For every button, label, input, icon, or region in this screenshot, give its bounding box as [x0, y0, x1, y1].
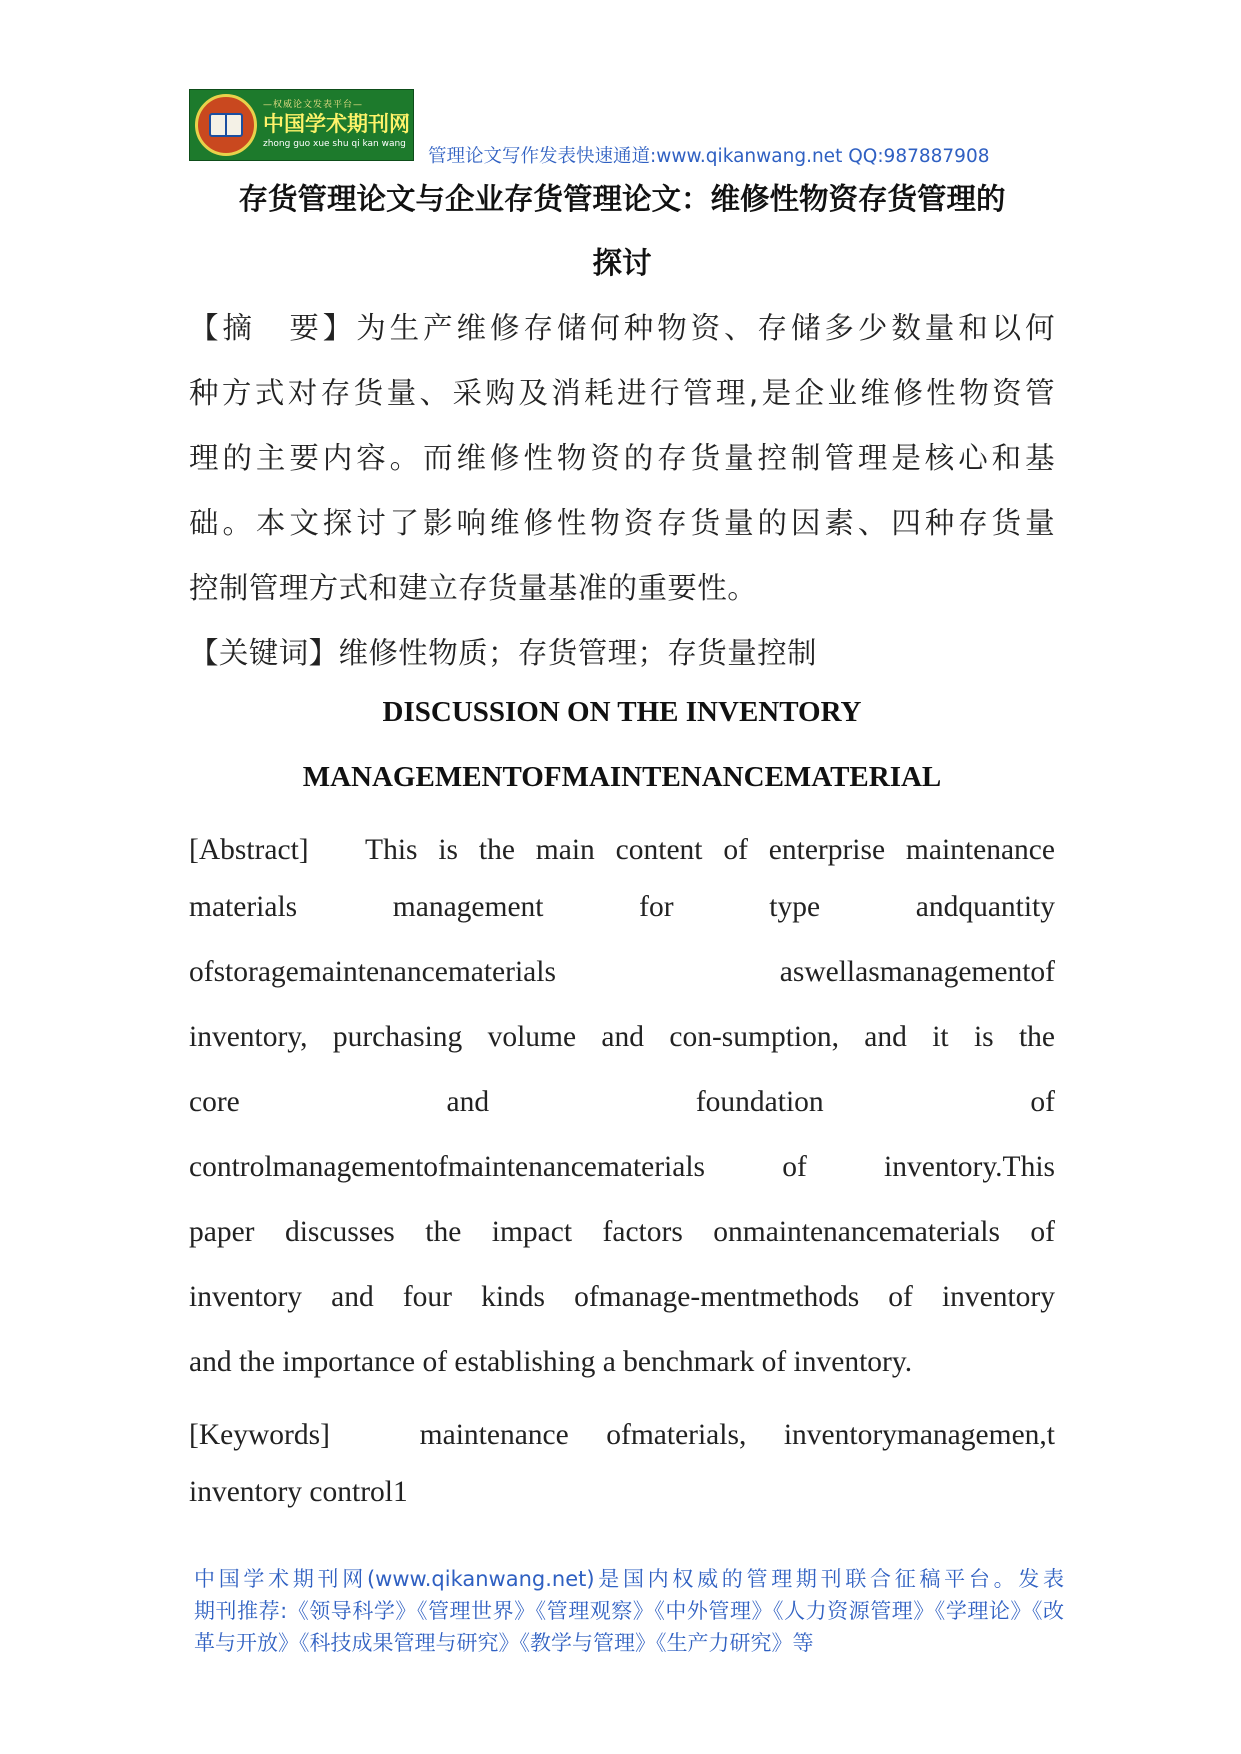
keywords-en-line2: inventory control1	[189, 1476, 408, 1508]
abstract-en-line: core and foundation of	[189, 1086, 1055, 1118]
keywords-en-line1: [Keywords] maintenance ofmaterials, inventorymanagemen,t	[189, 1419, 1055, 1451]
abstract-cn-line: 种方式对存货量、采购及消耗进行管理,是企业维修性物资管	[189, 376, 1055, 410]
logo-name: 中国学术期刊网	[263, 112, 410, 136]
abstract-en-line: inventory, purchasing volume and con-sumption, and it is the	[189, 1021, 1055, 1053]
abstract-en-line: controlmanagementofmaintenancematerials of inventory.This	[189, 1151, 1055, 1183]
footer-line: 期刊推荐:《领导科学》《管理世界》《管理观察》《中外管理》《人力资源管理》《学理论》《改	[194, 1599, 1064, 1623]
header-link[interactable]: 管理论文写作发表快速通道:www.qikanwang.net QQ:987887908	[428, 146, 990, 167]
abstract-cn-line: 控制管理方式和建立存货量基准的重要性。	[189, 571, 758, 605]
abstract-en-line: and the importance of establishing a benchmark of inventory.	[189, 1346, 913, 1378]
keywords-cn: 【关键词】维修性物质；存货管理；存货量控制	[189, 636, 817, 670]
page-title-line2: 探讨	[592, 246, 652, 280]
abstract-en-line: ofstoragemaintenancematerials aswellasmanagementof	[189, 956, 1055, 988]
abstract-en-line: [Abstract] This is the main content of enterprise maintenance	[189, 834, 1055, 866]
abstract-en-line: paper discusses the impact factors onmaintenancematerials of	[189, 1216, 1055, 1248]
book-icon	[195, 94, 257, 156]
abstract-cn-line: 【摘 要】为生产维修存储何种物资、存储多少数量和以何	[189, 311, 1055, 345]
site-logo	[189, 89, 414, 161]
abstract-en-line: inventory and four kinds ofmanage-mentmethods of inventory	[189, 1281, 1055, 1313]
abstract-en-line: materials management for type andquantity	[189, 891, 1055, 923]
logo-pinyin: zhong guo xue shu qi kan wang	[263, 139, 406, 149]
footer-line[interactable]: 中国学术期刊网(www.qikanwang.net)是国内权威的管理期刊联合征稿平台。发表	[194, 1567, 1064, 1591]
english-title-line1: DISCUSSION ON THE INVENTORY	[382, 696, 862, 728]
english-title-line2: MANAGEMENTOFMAINTENANCEMATERIAL	[302, 761, 942, 793]
abstract-cn-line: 础。本文探讨了影响维修性物资存货量的因素、四种存货量	[189, 506, 1055, 540]
abstract-cn-line: 理的主要内容。而维修性物资的存货量控制管理是核心和基	[189, 441, 1055, 475]
page-title-line1: 存货管理论文与企业存货管理论文：维修性物资存货管理的	[238, 182, 1006, 216]
footer-line: 革与开放》《科技成果管理与研究》《教学与管理》《生产力研究》等	[194, 1631, 814, 1655]
logo-tagline: —权威论文发表平台—	[263, 100, 364, 110]
